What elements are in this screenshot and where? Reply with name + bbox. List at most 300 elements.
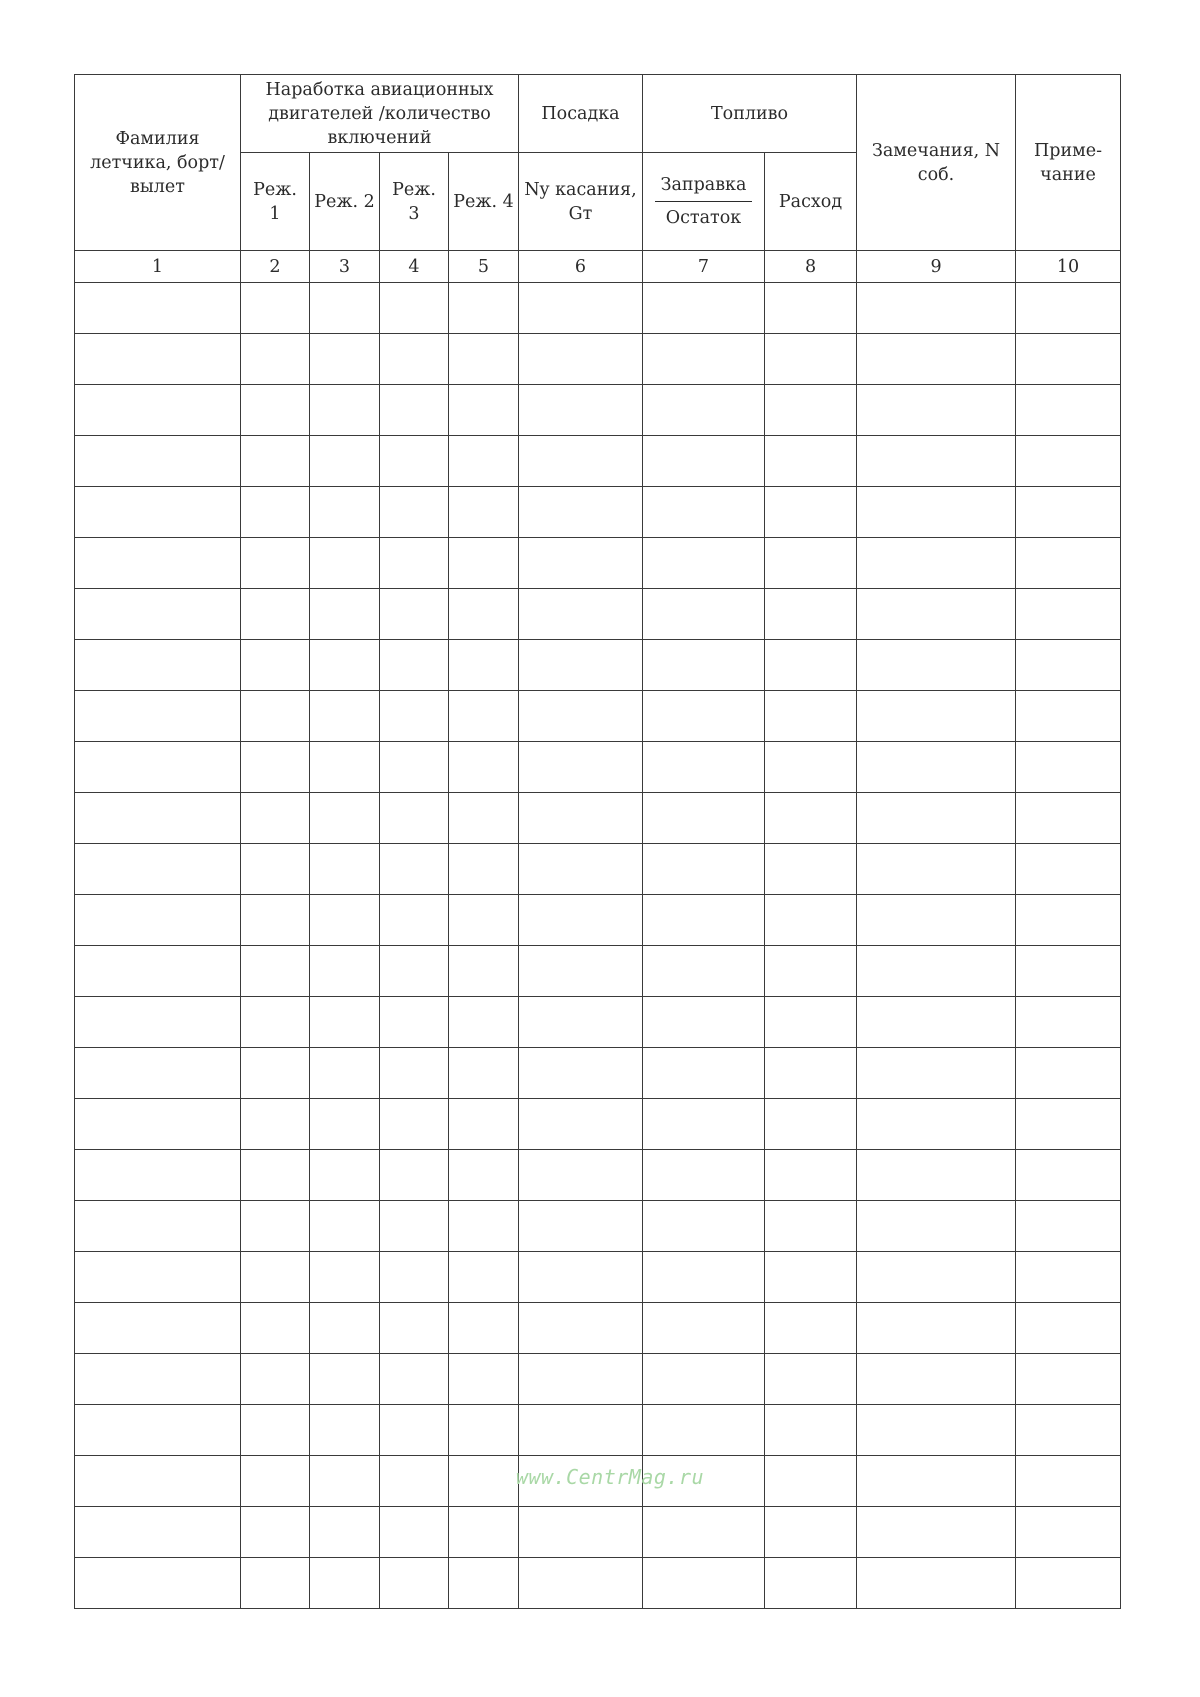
cell-remarks[interactable]: [857, 538, 1016, 589]
cell-pilot[interactable]: [75, 1048, 241, 1099]
cell-fuel-consumption[interactable]: [765, 1507, 857, 1558]
cell-mode-1[interactable]: [241, 1558, 310, 1609]
cell-mode-4[interactable]: [449, 1405, 519, 1456]
column-number: 5: [449, 251, 519, 283]
cell-remarks[interactable]: [857, 691, 1016, 742]
cell-fuel-consumption[interactable]: [765, 487, 857, 538]
cell-mode-4[interactable]: [449, 691, 519, 742]
cell-mode-2[interactable]: [310, 1507, 380, 1558]
cell-pilot[interactable]: [75, 640, 241, 691]
table-row: [75, 385, 1121, 436]
cell-fuel-consumption[interactable]: [765, 1099, 857, 1150]
cell-remarks[interactable]: [857, 1558, 1016, 1609]
table-row: [75, 538, 1121, 589]
cell-mode-3[interactable]: [380, 1252, 449, 1303]
cell-landing[interactable]: [519, 334, 643, 385]
cell-mode-4[interactable]: [449, 487, 519, 538]
cell-landing[interactable]: [519, 1405, 643, 1456]
cell-mode-2[interactable]: [310, 589, 380, 640]
cell-mode-3[interactable]: [380, 283, 449, 334]
cell-mode-2[interactable]: [310, 1303, 380, 1354]
table-row: [75, 1405, 1121, 1456]
cell-pilot[interactable]: [75, 1303, 241, 1354]
cell-mode-3[interactable]: [380, 1099, 449, 1150]
cell-fuel-consumption[interactable]: [765, 385, 857, 436]
cell-note[interactable]: [1016, 538, 1121, 589]
cell-remarks[interactable]: [857, 1048, 1016, 1099]
cell-mode-2[interactable]: [310, 1405, 380, 1456]
cell-landing[interactable]: [519, 385, 643, 436]
cell-landing[interactable]: [519, 1252, 643, 1303]
cell-mode-3[interactable]: [380, 844, 449, 895]
cell-mode-1[interactable]: [241, 1201, 310, 1252]
table-row: [75, 1048, 1121, 1099]
cell-note[interactable]: [1016, 589, 1121, 640]
cell-mode-3[interactable]: [380, 538, 449, 589]
cell-pilot[interactable]: [75, 283, 241, 334]
cell-note[interactable]: [1016, 793, 1121, 844]
cell-mode-1[interactable]: [241, 946, 310, 997]
cell-pilot[interactable]: [75, 997, 241, 1048]
cell-fuel-consumption[interactable]: [765, 1558, 857, 1609]
cell-mode-4[interactable]: [449, 1303, 519, 1354]
cell-note[interactable]: [1016, 742, 1121, 793]
table-row: [75, 1099, 1121, 1150]
cell-mode-2[interactable]: [310, 487, 380, 538]
cell-mode-3[interactable]: [380, 487, 449, 538]
table-row: [75, 1507, 1121, 1558]
cell-mode-4[interactable]: [449, 1507, 519, 1558]
cell-mode-1[interactable]: [241, 1405, 310, 1456]
cell-remarks[interactable]: [857, 436, 1016, 487]
cell-remarks[interactable]: [857, 946, 1016, 997]
table-row: [75, 895, 1121, 946]
column-number: 1: [75, 251, 241, 283]
cell-mode-1[interactable]: [241, 742, 310, 793]
cell-landing[interactable]: [519, 589, 643, 640]
cell-pilot[interactable]: [75, 487, 241, 538]
cell-mode-3[interactable]: [380, 1201, 449, 1252]
cell-note[interactable]: [1016, 1354, 1121, 1405]
cell-note[interactable]: [1016, 334, 1121, 385]
cell-mode-4[interactable]: [449, 1048, 519, 1099]
cell-fuel-consumption[interactable]: [765, 538, 857, 589]
cell-note[interactable]: [1016, 1507, 1121, 1558]
table-row: [75, 1252, 1121, 1303]
cell-note[interactable]: [1016, 1201, 1121, 1252]
cell-remarks[interactable]: [857, 895, 1016, 946]
cell-mode-4[interactable]: [449, 793, 519, 844]
cell-mode-2[interactable]: [310, 691, 380, 742]
cell-fuel-refuel-remain[interactable]: [643, 1558, 765, 1609]
header-fuel: Топливо: [643, 75, 857, 153]
cell-pilot[interactable]: [75, 589, 241, 640]
cell-landing[interactable]: [519, 1354, 643, 1405]
cell-mode-2[interactable]: [310, 1456, 380, 1507]
cell-mode-2[interactable]: [310, 640, 380, 691]
cell-fuel-refuel-remain[interactable]: [643, 895, 765, 946]
table-row: [75, 997, 1121, 1048]
cell-note[interactable]: [1016, 997, 1121, 1048]
cell-mode-4[interactable]: [449, 436, 519, 487]
flight-journal-table: [74, 74, 1121, 1609]
cell-landing[interactable]: [519, 946, 643, 997]
cell-fuel-refuel-remain[interactable]: [643, 538, 765, 589]
cell-fuel-refuel-remain[interactable]: [643, 1048, 765, 1099]
cell-remarks[interactable]: [857, 1252, 1016, 1303]
cell-note[interactable]: [1016, 1048, 1121, 1099]
cell-pilot[interactable]: [75, 385, 241, 436]
cell-mode-4[interactable]: [449, 946, 519, 997]
column-number: 2: [241, 251, 310, 283]
cell-pilot[interactable]: [75, 844, 241, 895]
cell-mode-3[interactable]: [380, 385, 449, 436]
cell-note[interactable]: [1016, 1303, 1121, 1354]
table-row: [75, 487, 1121, 538]
cell-landing[interactable]: [519, 1558, 643, 1609]
cell-fuel-refuel-remain[interactable]: [643, 283, 765, 334]
cell-fuel-consumption[interactable]: [765, 1405, 857, 1456]
cell-fuel-refuel-remain[interactable]: [643, 1507, 765, 1558]
cell-mode-4[interactable]: [449, 385, 519, 436]
cell-pilot[interactable]: [75, 1456, 241, 1507]
header-fuel-consumption: Расход: [765, 153, 857, 251]
cell-mode-3[interactable]: [380, 1150, 449, 1201]
cell-pilot[interactable]: [75, 793, 241, 844]
cell-fuel-refuel-remain[interactable]: [643, 1354, 765, 1405]
cell-remarks[interactable]: [857, 1456, 1016, 1507]
header-fuel-remain: Остаток: [665, 208, 742, 228]
cell-mode-4[interactable]: [449, 334, 519, 385]
column-number-row: [75, 251, 1121, 283]
cell-note[interactable]: [1016, 487, 1121, 538]
cell-mode-4[interactable]: [449, 844, 519, 895]
journal-sheet: [74, 74, 1120, 1609]
cell-pilot[interactable]: [75, 436, 241, 487]
cell-mode-4[interactable]: [449, 1558, 519, 1609]
cell-mode-1[interactable]: [241, 691, 310, 742]
cell-fuel-consumption[interactable]: [765, 283, 857, 334]
cell-fuel-refuel-remain[interactable]: [643, 844, 765, 895]
cell-mode-1[interactable]: [241, 1099, 310, 1150]
cell-note[interactable]: [1016, 946, 1121, 997]
cell-remarks[interactable]: [857, 334, 1016, 385]
cell-pilot[interactable]: [75, 1099, 241, 1150]
cell-remarks[interactable]: [857, 589, 1016, 640]
cell-pilot[interactable]: [75, 1201, 241, 1252]
cell-mode-3[interactable]: [380, 1507, 449, 1558]
cell-mode-1[interactable]: [241, 640, 310, 691]
cell-pilot[interactable]: [75, 946, 241, 997]
cell-fuel-consumption[interactable]: [765, 844, 857, 895]
cell-mode-4[interactable]: [449, 742, 519, 793]
cell-mode-3[interactable]: [380, 1354, 449, 1405]
cell-fuel-refuel-remain[interactable]: [643, 946, 765, 997]
cell-fuel-refuel-remain[interactable]: [643, 1099, 765, 1150]
cell-mode-4[interactable]: [449, 640, 519, 691]
cell-mode-3[interactable]: [380, 1456, 449, 1507]
cell-fuel-refuel-remain[interactable]: [643, 997, 765, 1048]
cell-note[interactable]: [1016, 283, 1121, 334]
table-row: [75, 589, 1121, 640]
cell-fuel-refuel-remain[interactable]: [643, 742, 765, 793]
cell-remarks[interactable]: [857, 793, 1016, 844]
cell-fuel-refuel-remain[interactable]: [643, 436, 765, 487]
cell-mode-1[interactable]: [241, 844, 310, 895]
cell-landing[interactable]: [519, 1048, 643, 1099]
cell-remarks[interactable]: [857, 1150, 1016, 1201]
cell-mode-4[interactable]: [449, 283, 519, 334]
cell-remarks[interactable]: [857, 487, 1016, 538]
cell-pilot[interactable]: [75, 1252, 241, 1303]
cell-mode-1[interactable]: [241, 487, 310, 538]
cell-fuel-refuel-remain[interactable]: [643, 793, 765, 844]
cell-mode-4[interactable]: [449, 1099, 519, 1150]
header-mode-4: Реж. 4: [449, 153, 519, 251]
cell-fuel-consumption[interactable]: [765, 640, 857, 691]
cell-remarks[interactable]: [857, 1099, 1016, 1150]
cell-mode-2[interactable]: [310, 1150, 380, 1201]
column-number: 8: [765, 251, 857, 283]
cell-fuel-refuel-remain[interactable]: [643, 1405, 765, 1456]
column-number: 7: [643, 251, 765, 283]
cell-landing[interactable]: [519, 1507, 643, 1558]
cell-note[interactable]: [1016, 844, 1121, 895]
cell-pilot[interactable]: [75, 895, 241, 946]
cell-mode-2[interactable]: [310, 538, 380, 589]
cell-remarks[interactable]: [857, 997, 1016, 1048]
cell-remarks[interactable]: [857, 1201, 1016, 1252]
cell-landing[interactable]: [519, 895, 643, 946]
cell-note[interactable]: [1016, 1150, 1121, 1201]
cell-mode-2[interactable]: [310, 895, 380, 946]
cell-mode-3[interactable]: [380, 1558, 449, 1609]
cell-mode-3[interactable]: [380, 640, 449, 691]
cell-landing[interactable]: [519, 640, 643, 691]
column-number: 4: [380, 251, 449, 283]
cell-remarks[interactable]: [857, 1303, 1016, 1354]
cell-mode-1[interactable]: [241, 1150, 310, 1201]
cell-mode-3[interactable]: [380, 1048, 449, 1099]
cell-note[interactable]: [1016, 1558, 1121, 1609]
cell-fuel-consumption[interactable]: [765, 793, 857, 844]
cell-mode-4[interactable]: [449, 1201, 519, 1252]
cell-mode-4[interactable]: [449, 895, 519, 946]
cell-landing[interactable]: [519, 487, 643, 538]
cell-mode-3[interactable]: [380, 589, 449, 640]
cell-mode-4[interactable]: [449, 997, 519, 1048]
cell-note[interactable]: [1016, 385, 1121, 436]
table-row: [75, 691, 1121, 742]
cell-mode-1[interactable]: [241, 283, 310, 334]
cell-fuel-refuel-remain[interactable]: [643, 640, 765, 691]
cell-mode-2[interactable]: [310, 385, 380, 436]
cell-fuel-consumption[interactable]: [765, 334, 857, 385]
cell-mode-1[interactable]: [241, 1303, 310, 1354]
cell-mode-3[interactable]: [380, 1405, 449, 1456]
cell-mode-2[interactable]: [310, 793, 380, 844]
cell-fuel-refuel-remain[interactable]: [643, 1201, 765, 1252]
cell-fuel-consumption[interactable]: [765, 997, 857, 1048]
cell-fuel-consumption[interactable]: [765, 1303, 857, 1354]
cell-fuel-consumption[interactable]: [765, 895, 857, 946]
cell-pilot[interactable]: [75, 1405, 241, 1456]
cell-mode-3[interactable]: [380, 742, 449, 793]
watermark: www.CentrMag.ru: [515, 1465, 705, 1489]
cell-landing[interactable]: [519, 1099, 643, 1150]
cell-mode-1[interactable]: [241, 1507, 310, 1558]
cell-landing[interactable]: [519, 691, 643, 742]
cell-pilot[interactable]: [75, 742, 241, 793]
cell-mode-3[interactable]: [380, 946, 449, 997]
header-pilot: Фамилия летчика, борт/вылет: [75, 75, 241, 251]
column-number: 3: [310, 251, 380, 283]
cell-mode-4[interactable]: [449, 589, 519, 640]
cell-remarks[interactable]: [857, 283, 1016, 334]
cell-remarks[interactable]: [857, 1405, 1016, 1456]
cell-mode-1[interactable]: [241, 436, 310, 487]
cell-mode-2[interactable]: [310, 844, 380, 895]
table-row: [75, 742, 1121, 793]
header-fuel-fraction: [643, 153, 765, 251]
cell-mode-2[interactable]: [310, 742, 380, 793]
table-row: [75, 1558, 1121, 1609]
cell-fuel-consumption[interactable]: [765, 436, 857, 487]
cell-fuel-consumption[interactable]: [765, 1150, 857, 1201]
cell-mode-1[interactable]: [241, 1456, 310, 1507]
cell-remarks[interactable]: [857, 385, 1016, 436]
cell-fuel-consumption[interactable]: [765, 691, 857, 742]
cell-mode-3[interactable]: [380, 997, 449, 1048]
cell-pilot[interactable]: [75, 1507, 241, 1558]
cell-remarks[interactable]: [857, 640, 1016, 691]
cell-mode-2[interactable]: [310, 1099, 380, 1150]
table-row: [75, 283, 1121, 334]
column-number: 6: [519, 251, 643, 283]
cell-pilot[interactable]: [75, 1150, 241, 1201]
cell-note[interactable]: [1016, 1252, 1121, 1303]
cell-mode-3[interactable]: [380, 436, 449, 487]
cell-pilot[interactable]: [75, 1354, 241, 1405]
cell-fuel-consumption[interactable]: [765, 1354, 857, 1405]
cell-mode-2[interactable]: [310, 946, 380, 997]
cell-fuel-consumption[interactable]: [765, 742, 857, 793]
cell-pilot[interactable]: [75, 538, 241, 589]
cell-mode-3[interactable]: [380, 1303, 449, 1354]
cell-landing[interactable]: [519, 844, 643, 895]
cell-landing[interactable]: [519, 793, 643, 844]
cell-mode-4[interactable]: [449, 1354, 519, 1405]
cell-fuel-refuel-remain[interactable]: [643, 334, 765, 385]
cell-fuel-consumption[interactable]: [765, 1048, 857, 1099]
cell-pilot[interactable]: [75, 691, 241, 742]
cell-pilot[interactable]: [75, 1558, 241, 1609]
cell-mode-3[interactable]: [380, 334, 449, 385]
cell-fuel-consumption[interactable]: [765, 946, 857, 997]
cell-mode-2[interactable]: [310, 334, 380, 385]
cell-mode-2[interactable]: [310, 436, 380, 487]
cell-note[interactable]: [1016, 1456, 1121, 1507]
cell-remarks[interactable]: [857, 742, 1016, 793]
table-row: [75, 1150, 1121, 1201]
header-landing-sub: Ny касания, Gт: [519, 153, 643, 251]
header-mode-3: Реж. 3: [380, 153, 449, 251]
cell-fuel-refuel-remain[interactable]: [643, 385, 765, 436]
cell-mode-2[interactable]: [310, 1201, 380, 1252]
cell-fuel-consumption[interactable]: [765, 1252, 857, 1303]
table-row: [75, 946, 1121, 997]
cell-mode-1[interactable]: [241, 1048, 310, 1099]
cell-mode-1[interactable]: [241, 793, 310, 844]
cell-fuel-refuel-remain[interactable]: [643, 1252, 765, 1303]
cell-mode-1[interactable]: [241, 589, 310, 640]
cell-landing[interactable]: [519, 1150, 643, 1201]
cell-landing[interactable]: [519, 283, 643, 334]
cell-mode-4[interactable]: [449, 538, 519, 589]
cell-landing[interactable]: [519, 1201, 643, 1252]
cell-mode-1[interactable]: [241, 334, 310, 385]
cell-note[interactable]: [1016, 895, 1121, 946]
cell-mode-2[interactable]: [310, 1252, 380, 1303]
cell-mode-2[interactable]: [310, 283, 380, 334]
cell-mode-2[interactable]: [310, 1558, 380, 1609]
cell-mode-4[interactable]: [449, 1252, 519, 1303]
cell-fuel-consumption[interactable]: [765, 1201, 857, 1252]
cell-remarks[interactable]: [857, 1507, 1016, 1558]
cell-note[interactable]: [1016, 691, 1121, 742]
cell-mode-3[interactable]: [380, 793, 449, 844]
cell-fuel-refuel-remain[interactable]: [643, 691, 765, 742]
cell-note[interactable]: [1016, 640, 1121, 691]
cell-mode-2[interactable]: [310, 1048, 380, 1099]
cell-note[interactable]: [1016, 436, 1121, 487]
table-row: [75, 1354, 1121, 1405]
cell-mode-3[interactable]: [380, 691, 449, 742]
cell-landing[interactable]: [519, 742, 643, 793]
cell-mode-1[interactable]: [241, 538, 310, 589]
cell-mode-4[interactable]: [449, 1150, 519, 1201]
header-mode-1: Реж. 1: [241, 153, 310, 251]
cell-landing[interactable]: [519, 538, 643, 589]
cell-mode-3[interactable]: [380, 895, 449, 946]
cell-mode-1[interactable]: [241, 997, 310, 1048]
cell-mode-1[interactable]: [241, 1354, 310, 1405]
cell-landing[interactable]: [519, 436, 643, 487]
column-number: 10: [1016, 251, 1121, 283]
cell-note[interactable]: [1016, 1099, 1121, 1150]
cell-note[interactable]: [1016, 1405, 1121, 1456]
header-note: Приме-чание: [1016, 75, 1121, 251]
cell-fuel-refuel-remain[interactable]: [643, 487, 765, 538]
cell-pilot[interactable]: [75, 334, 241, 385]
cell-fuel-refuel-remain[interactable]: [643, 1150, 765, 1201]
cell-fuel-refuel-remain[interactable]: [643, 1303, 765, 1354]
cell-mode-1[interactable]: [241, 895, 310, 946]
cell-fuel-consumption[interactable]: [765, 1456, 857, 1507]
cell-mode-1[interactable]: [241, 385, 310, 436]
cell-fuel-refuel-remain[interactable]: [643, 589, 765, 640]
cell-fuel-consumption[interactable]: [765, 589, 857, 640]
cell-remarks[interactable]: [857, 1354, 1016, 1405]
cell-landing[interactable]: [519, 1303, 643, 1354]
table-row: [75, 844, 1121, 895]
cell-landing[interactable]: [519, 997, 643, 1048]
cell-mode-2[interactable]: [310, 997, 380, 1048]
fuel-fraction: [655, 173, 753, 230]
cell-remarks[interactable]: [857, 844, 1016, 895]
cell-mode-1[interactable]: [241, 1252, 310, 1303]
cell-mode-2[interactable]: [310, 1354, 380, 1405]
